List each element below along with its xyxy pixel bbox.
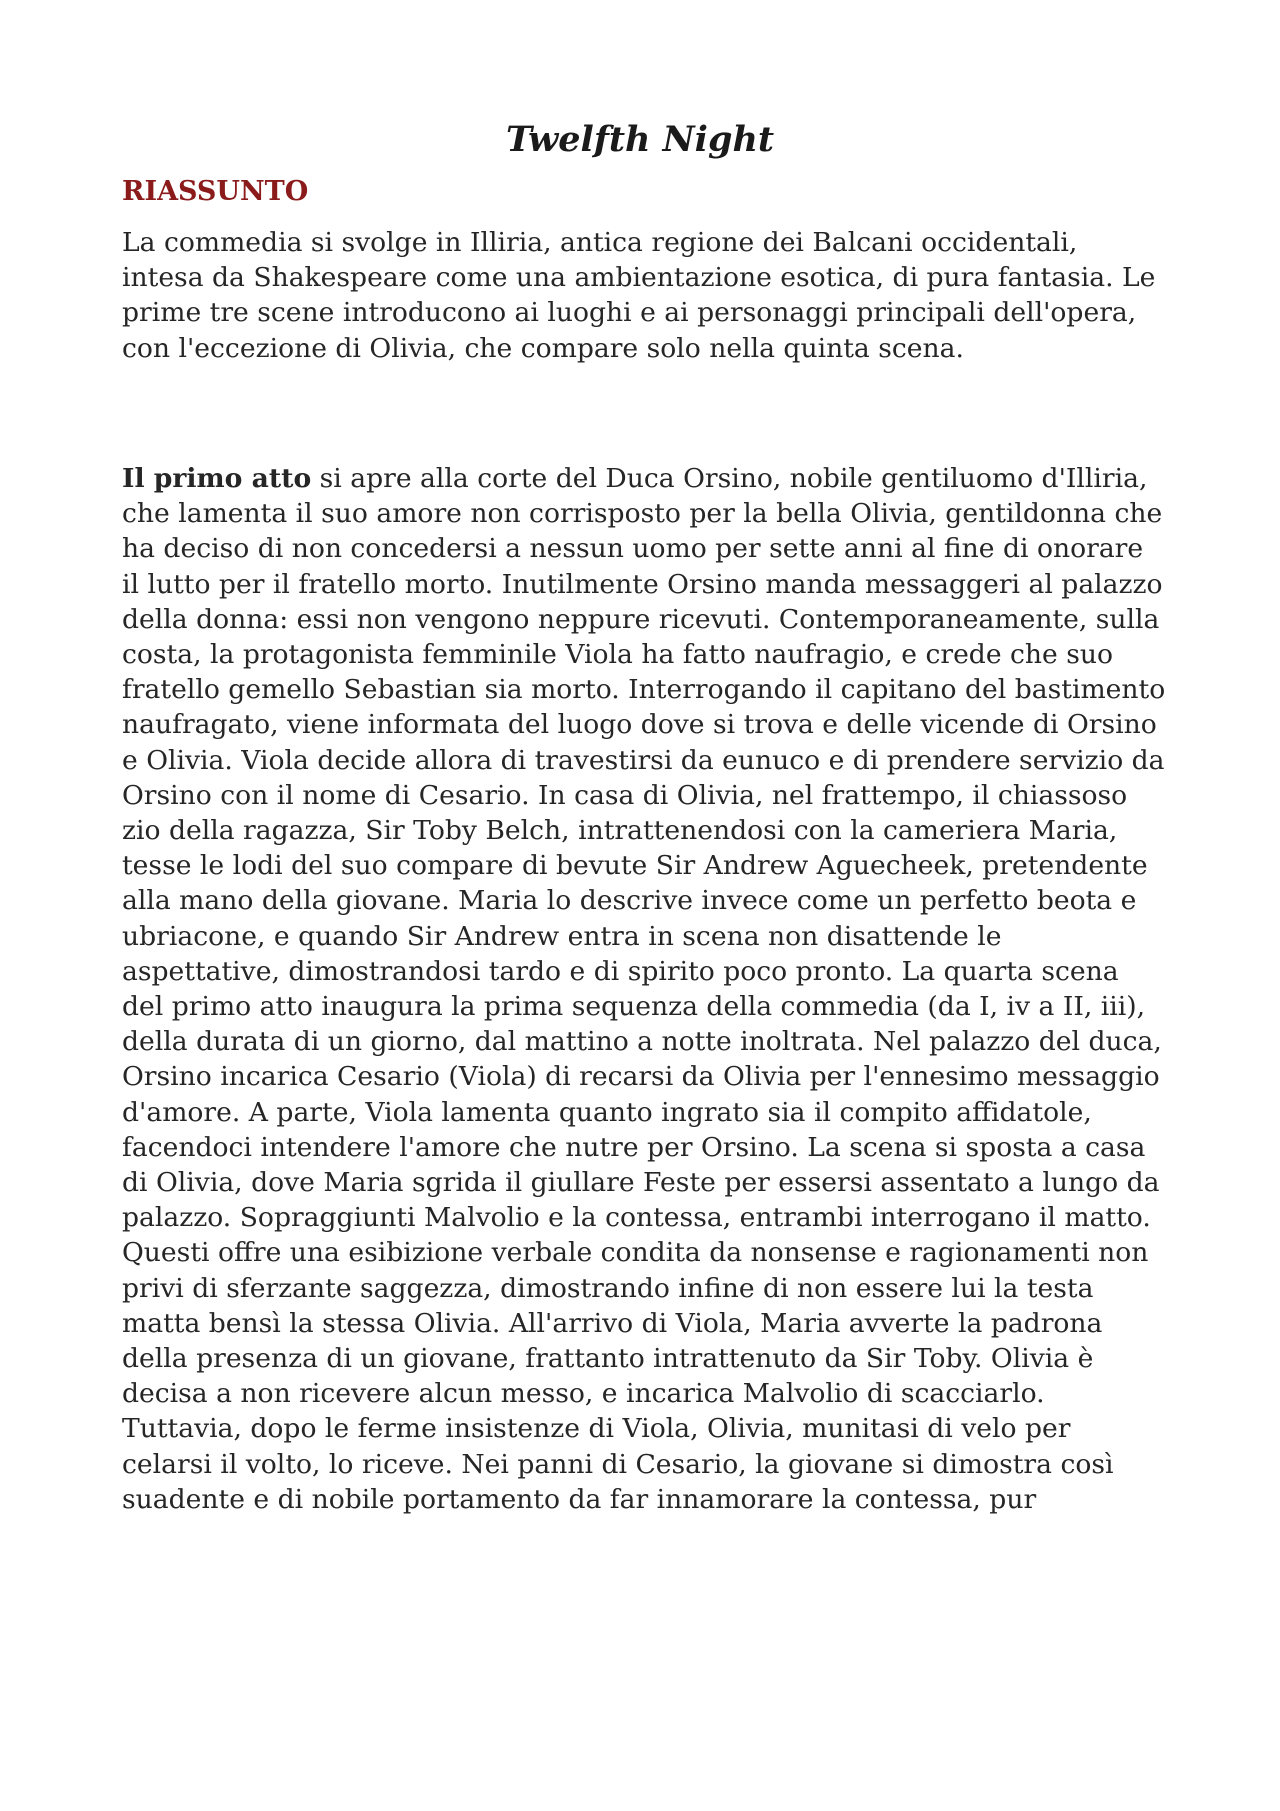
intro-paragraph: La commedia si svolge in Illiria, antica regione dei Balcani occidentali, intesa da Shakespeare come una ambientazione esotica, di pura fantasia. Le prime tre scene introducono ai luoghi e ai personaggi principali dell'opera, con l'eccezione di Olivia, che compare solo nella quinta scena.: [122, 227, 1156, 364]
paragraph-lead: Il primo atto: [122, 463, 312, 494]
paragraph-body: si apre alla corte del Duca Orsino, nobile gentiluomo d'Illiria, che lamenta il suo amore non corrisposto per la bella Olivia, gentildonna che ha deciso di non concedersi a nessun uomo per sette anni al fine di onorare il lutto per il fratello morto. Inutilmente Orsino manda messaggeri al palazzo della donna: essi non vengono neppure ricevuti. Contemporaneamente, sulla costa, la protagonista femminile Viola ha fatto naufragio, e crede che suo fratello gemello Sebastian sia morto. Interrogando il capitano del bastimento naufragato, viene informata del luogo dove si trova e delle vicende di Orsino e Olivia. Viola decide allora di travestirsi da eunuco e di prendere servizio da Orsino con il nome di Cesario. In casa di Olivia, nel frattempo, il chiassoso zio della ragazza, Sir Toby Belch, intrattenendosi con la cameriera Maria, tesse le lodi del suo compare di bevute Sir Andrew Aguecheek, pretendente alla mano della giovane. Maria lo descrive invece come un perfetto beota e ubriacone, e quando Sir Andrew entra in scena non disattende le aspettative, dimostrandosi tardo e di spirito poco pronto. La quarta scena del primo atto inaugura la prima sequenza della commedia (da I, iv a II, iii), della durata di un giorno, dal mattino a notte inoltrata. Nel palazzo del duca, Orsino incarica Cesario (Viola) di recarsi da Olivia per l'ennesimo messaggio d'amore. A parte, Viola lamenta quanto ingrato sia il compito affidatole, facendoci intendere l'amore che nutre per Orsino. La scena si sposta a casa di Olivia, dove Maria sgrida il giullare Feste per essersi assentato a lungo da palazzo. Sopraggiunti Malvolio e la contessa, entrambi interrogano il matto. Questi offre una esibizione verbale condita da nonsense e ragionamenti non privi di sferzante saggezza, dimostrando infine di non essere lui la testa matta bensì la stessa Olivia. All'arrivo di Viola, Maria avverte la padrona della presenza di un giovane, frattanto intrattenuto da Sir Toby. Olivia è decisa a non ricevere alcun messo, e incarica Malvolio di scacciarlo. Tuttavia, dopo le ferme insistenze di Viola, Olivia, munitasi di velo per celarsi il volto, lo riceve. Nei panni di Cesario, la giovane si dimostra così suadente e di nobile portamento da far innamorare la contessa, pur: [122, 463, 1166, 1515]
document-title: Twelfth Night: [505, 119, 775, 160]
first-act-paragraph: [122, 461, 1167, 1517]
section-heading: RIASSUNTO: [122, 176, 309, 207]
